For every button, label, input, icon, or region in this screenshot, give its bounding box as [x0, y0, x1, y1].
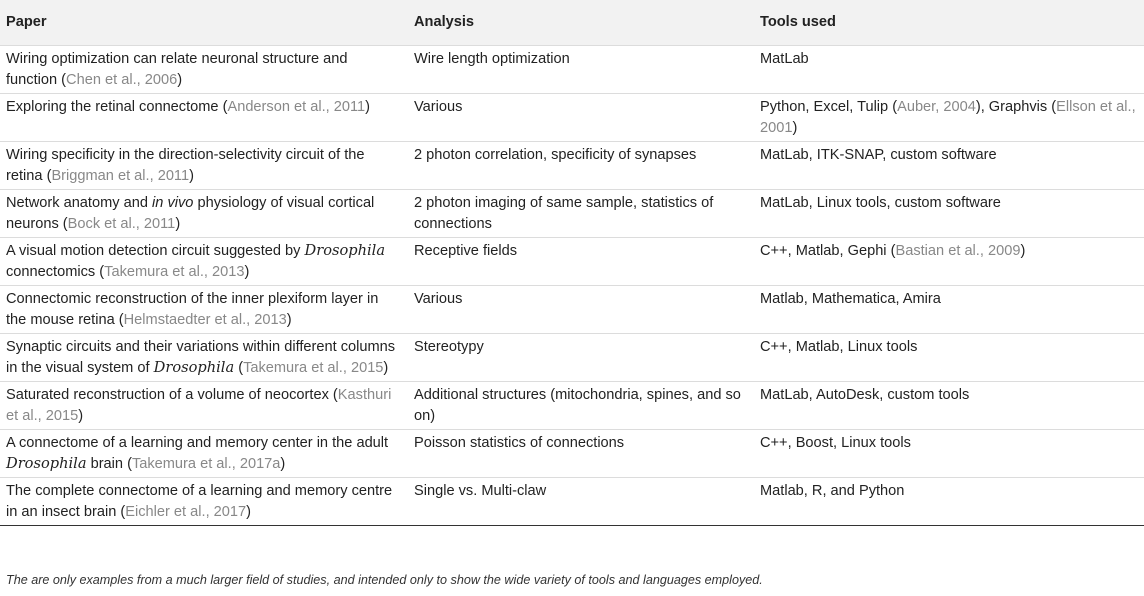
paper-citation-link[interactable]: Helmstaedter et al., 2013	[123, 311, 287, 328]
paper-citation-link[interactable]: Chen et al., 2006	[66, 71, 178, 88]
tools-cell: MatLab, ITK-SNAP, custom software	[760, 147, 997, 163]
paper-citation-link[interactable]: Takemura et al., 2015	[243, 359, 384, 376]
analysis-cell: 2 photon correlation, specificity of synapses	[414, 147, 697, 163]
paper-title: The complete connectome of a learning and memory centre in an insect brain	[6, 483, 393, 520]
table-row	[0, 382, 1144, 430]
paper-title: Connectomic reconstruction of the inner plexiform layer in the mouse retina	[6, 291, 379, 328]
paper-citation-link[interactable]: Briggman et al., 2011	[51, 167, 190, 184]
tools-text: C++, Matlab, Gephi	[760, 243, 887, 259]
tools-cell: C++, Boost, Linux tools	[760, 435, 911, 451]
tools-cell: Matlab, Mathematica, Amira	[760, 291, 941, 307]
paper-title-italic: Drosophila	[153, 358, 235, 376]
paper-title-italic: Drosophila	[304, 242, 386, 259]
table-row	[0, 430, 1144, 478]
tools-cell: Python, Excel, Tulip (Auber, 2004), Graphvis (Ellson et al., 2001)	[760, 99, 1136, 136]
analysis-cell: Poisson statistics of connections	[414, 435, 625, 451]
paper-title: Saturated reconstruction of a volume of neocortex	[6, 387, 329, 403]
table-row	[0, 286, 1144, 334]
header-tools-used: Tools used	[760, 14, 836, 31]
paper-title: Exploring the retinal connectome	[6, 99, 219, 115]
tools-citation-link[interactable]: Auber, 2004	[897, 99, 976, 115]
tools-text: , Graphvis	[980, 99, 1048, 115]
paper-cell: Wiring optimization can relate neuronal structure and function (Chen et al., 2006)	[6, 51, 348, 88]
paper-citation-link[interactable]: Kasthuri et al., 2015	[6, 387, 392, 424]
table-row	[0, 478, 1144, 526]
table-row	[0, 46, 1144, 94]
table-row	[0, 142, 1144, 190]
tools-cell: Matlab, R, and Python	[760, 483, 905, 499]
header-paper: Paper	[6, 14, 47, 31]
table-footnote: The are only examples from a much larger field of studies, and intended only to show the wide variety of tools and languages employed.	[6, 573, 763, 587]
paper-citation-link[interactable]: Eichler et al., 2017	[125, 503, 247, 520]
tools-cell: MatLab, AutoDesk, custom tools	[760, 387, 970, 403]
paper-title: A connectome of a learning and memory center in the adult	[6, 435, 389, 451]
tools-cell: MatLab, Linux tools, custom software	[760, 195, 1001, 211]
tools-cell: C++, Matlab, Linux tools	[760, 339, 918, 355]
paper-title: connectomics	[6, 263, 96, 280]
tools-cell: C++, Matlab, Gephi (Bastian et al., 2009)	[760, 243, 1026, 259]
analysis-cell: Additional structures (mitochondria, spines, and so on)	[414, 387, 741, 424]
table-row	[0, 190, 1144, 238]
paper-cell: Connectomic reconstruction of the inner plexiform layer in the mouse retina (Helmstaedter et al., 2013)	[6, 291, 379, 328]
analysis-cell: Stereotypy	[414, 339, 484, 355]
header-analysis: Analysis	[414, 14, 475, 31]
tools-cell: MatLab	[760, 51, 809, 67]
tools-citation-link[interactable]: Ellson et al., 2001	[760, 99, 1136, 136]
table-row	[0, 334, 1144, 382]
paper-title: brain	[90, 455, 124, 472]
paper-title: physiology of visual cortical neurons	[6, 195, 375, 232]
analysis-cell: Receptive fields	[414, 243, 518, 259]
paper-cell: The complete connectome of a learning and memory centre in an insect brain (Eichler et al., 2017)	[6, 483, 393, 520]
paper-cell: A visual motion detection circuit suggested by Drosophila connectomics (Takemura et al., 2013)	[6, 242, 386, 280]
paper-title: Network anatomy and	[6, 195, 148, 211]
paper-title-italic: in vivo	[152, 195, 194, 211]
paper-citation-link[interactable]: Bock et al., 2011	[67, 215, 176, 232]
tools-citation-link[interactable]: Bastian et al., 2009	[895, 243, 1021, 259]
paper-citation-link[interactable]: Takemura et al., 2013	[104, 263, 245, 280]
paper-cell: Synaptic circuits and their variations within different columns in the visual system of Drosophila (Takemura et al., 2015)	[6, 339, 396, 376]
analysis-cell: Various	[414, 291, 463, 307]
analysis-cell: Single vs. Multi-claw	[414, 483, 547, 499]
analysis-cell: Wire length optimization	[414, 51, 570, 67]
paper-cell: Wiring specificity in the direction-selectivity circuit of the retina (Briggman et al., 2011)	[6, 147, 365, 184]
tools-text: Python, Excel, Tulip	[760, 99, 889, 115]
paper-citation-link[interactable]: Anderson et al., 2011	[227, 99, 366, 115]
table-row	[0, 94, 1144, 142]
paper-title: Wiring optimization can relate neuronal structure and function	[6, 51, 348, 88]
paper-title: Synaptic circuits and their variations within different columns in the visual system of	[6, 339, 396, 376]
paper-title: Wiring specificity in the direction-selectivity circuit of the retina	[6, 147, 365, 184]
analysis-cell: 2 photon imaging of same sample, statistics of connections	[414, 195, 714, 232]
paper-cell: Saturated reconstruction of a volume of neocortex (Kasthuri et al., 2015)	[6, 387, 392, 424]
paper-cell: Network anatomy and in vivo physiology of visual cortical neurons (Bock et al., 2011)	[6, 195, 375, 232]
table-header-row	[0, 0, 1144, 46]
paper-cell: A connectome of a learning and memory center in the adult Drosophila brain (Takemura et al., 2017a)	[6, 435, 389, 472]
paper-cell: Exploring the retinal connectome (Anderson et al., 2011)	[6, 99, 371, 115]
paper-title: A visual motion detection circuit suggested by	[6, 243, 301, 259]
paper-title-italic: Drosophila	[6, 454, 87, 472]
table-row	[0, 238, 1144, 286]
paper-citation-link[interactable]: Takemura et al., 2017a	[131, 455, 281, 472]
analysis-cell: Various	[414, 99, 463, 115]
